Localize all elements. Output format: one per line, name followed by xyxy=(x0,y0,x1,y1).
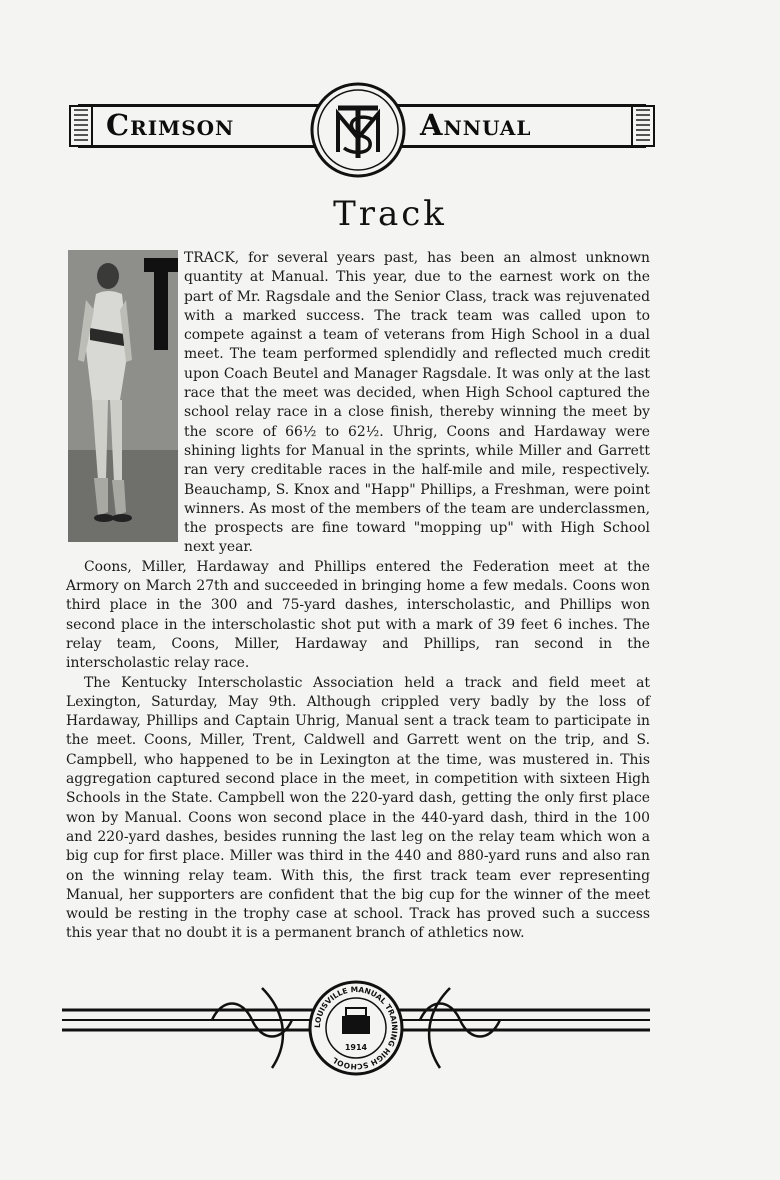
page-title: Track xyxy=(333,194,447,234)
banner-word-crimson: Crimson xyxy=(106,108,235,142)
banner-word-annual: Annual xyxy=(420,108,532,142)
crimson-annual-banner xyxy=(68,80,656,180)
seal-year: 1914 xyxy=(344,1043,368,1052)
article-body xyxy=(66,249,650,944)
paragraph-3: The Kentucky Interscholastic Association held a track and field meet at Lexington, Saturday, May 9th. Although crippled very badly by the loss of Hardaway, Phillips and Captain Uhrig, Manual sent a track team to participate in the meet. Coons, Miller, Trent, Caldwell and Garrett went on the trip, and S. Campbell, who happened to be in Lexington at the time, was mustered in. This aggregation captured second place in the meet, in competition with sixteen High Schools in the State. Campbell won the 220-yard dash, getting the only first place won by Manual. Coons won second place in the 440-yard dash, third in the 100 and 220-yard dashes, besides running the last leg on the relay team which won a big cup for first place. Miller was third in the 440 and 880-yard runs and also ran on the winning relay team. With this, the first track team ever representing Manual, her supporters are confident that the big cup for the winner of the meet would be resting in the trophy case at school. Track has proved such a success this year that no doubt it is a permanent branch of athletics now. xyxy=(66,674,650,942)
footer-ornament-seal xyxy=(62,978,650,1078)
banner-laurel-right xyxy=(630,102,656,150)
seal-text: LOUISVILLE MANUAL TRAINING HIGH SCHOOL xyxy=(312,984,400,1072)
banner-laurel-left xyxy=(68,102,94,150)
paragraph-1: TRACK, for several years past, has been an almost unknown quantity at Manual. This year, due to the earnest work on the part of Mr. Ragsdale and the Senior Class, track was rejuvenated with a marked success. The track team was called upon to compete against a team of veterans from High School in a dual meet. The team performed splendidly and reflected much credit upon Coach Beutel and Manager Ragsdale. It was only at the last race that the meet was decided, when High School captured the school relay race in a close finish, thereby winning the meet by the score of 66½ to 62½. Uhrig, Coons and Hardaway were shining lights for Manual in the sprints, while Miller and Garrett ran very creditable races in the half-mile and mile, respectively. Beauchamp, S. Knox and "Happ" Phillips, a Freshman, were point winners. As most of the members of the team are underclassmen, the prospects are fine toward "mopping up" with High School next year. xyxy=(184,250,650,556)
paragraph-2: Coons, Miller, Hardaway and Phillips entered the Federation meet at the Armory on March 27th and succeeded in bringing home a few medals. Coons won third place in the 300 and 75-yard dashes, interscholastic, and Phillips won second place in the interscholastic shot put with a mark of 39 feet 6 inches. The relay team, Coons, Miller, Hardaway and Phillips, ran second in the interscholastic relay race. xyxy=(66,558,650,672)
school-monogram-emblem xyxy=(308,80,408,180)
